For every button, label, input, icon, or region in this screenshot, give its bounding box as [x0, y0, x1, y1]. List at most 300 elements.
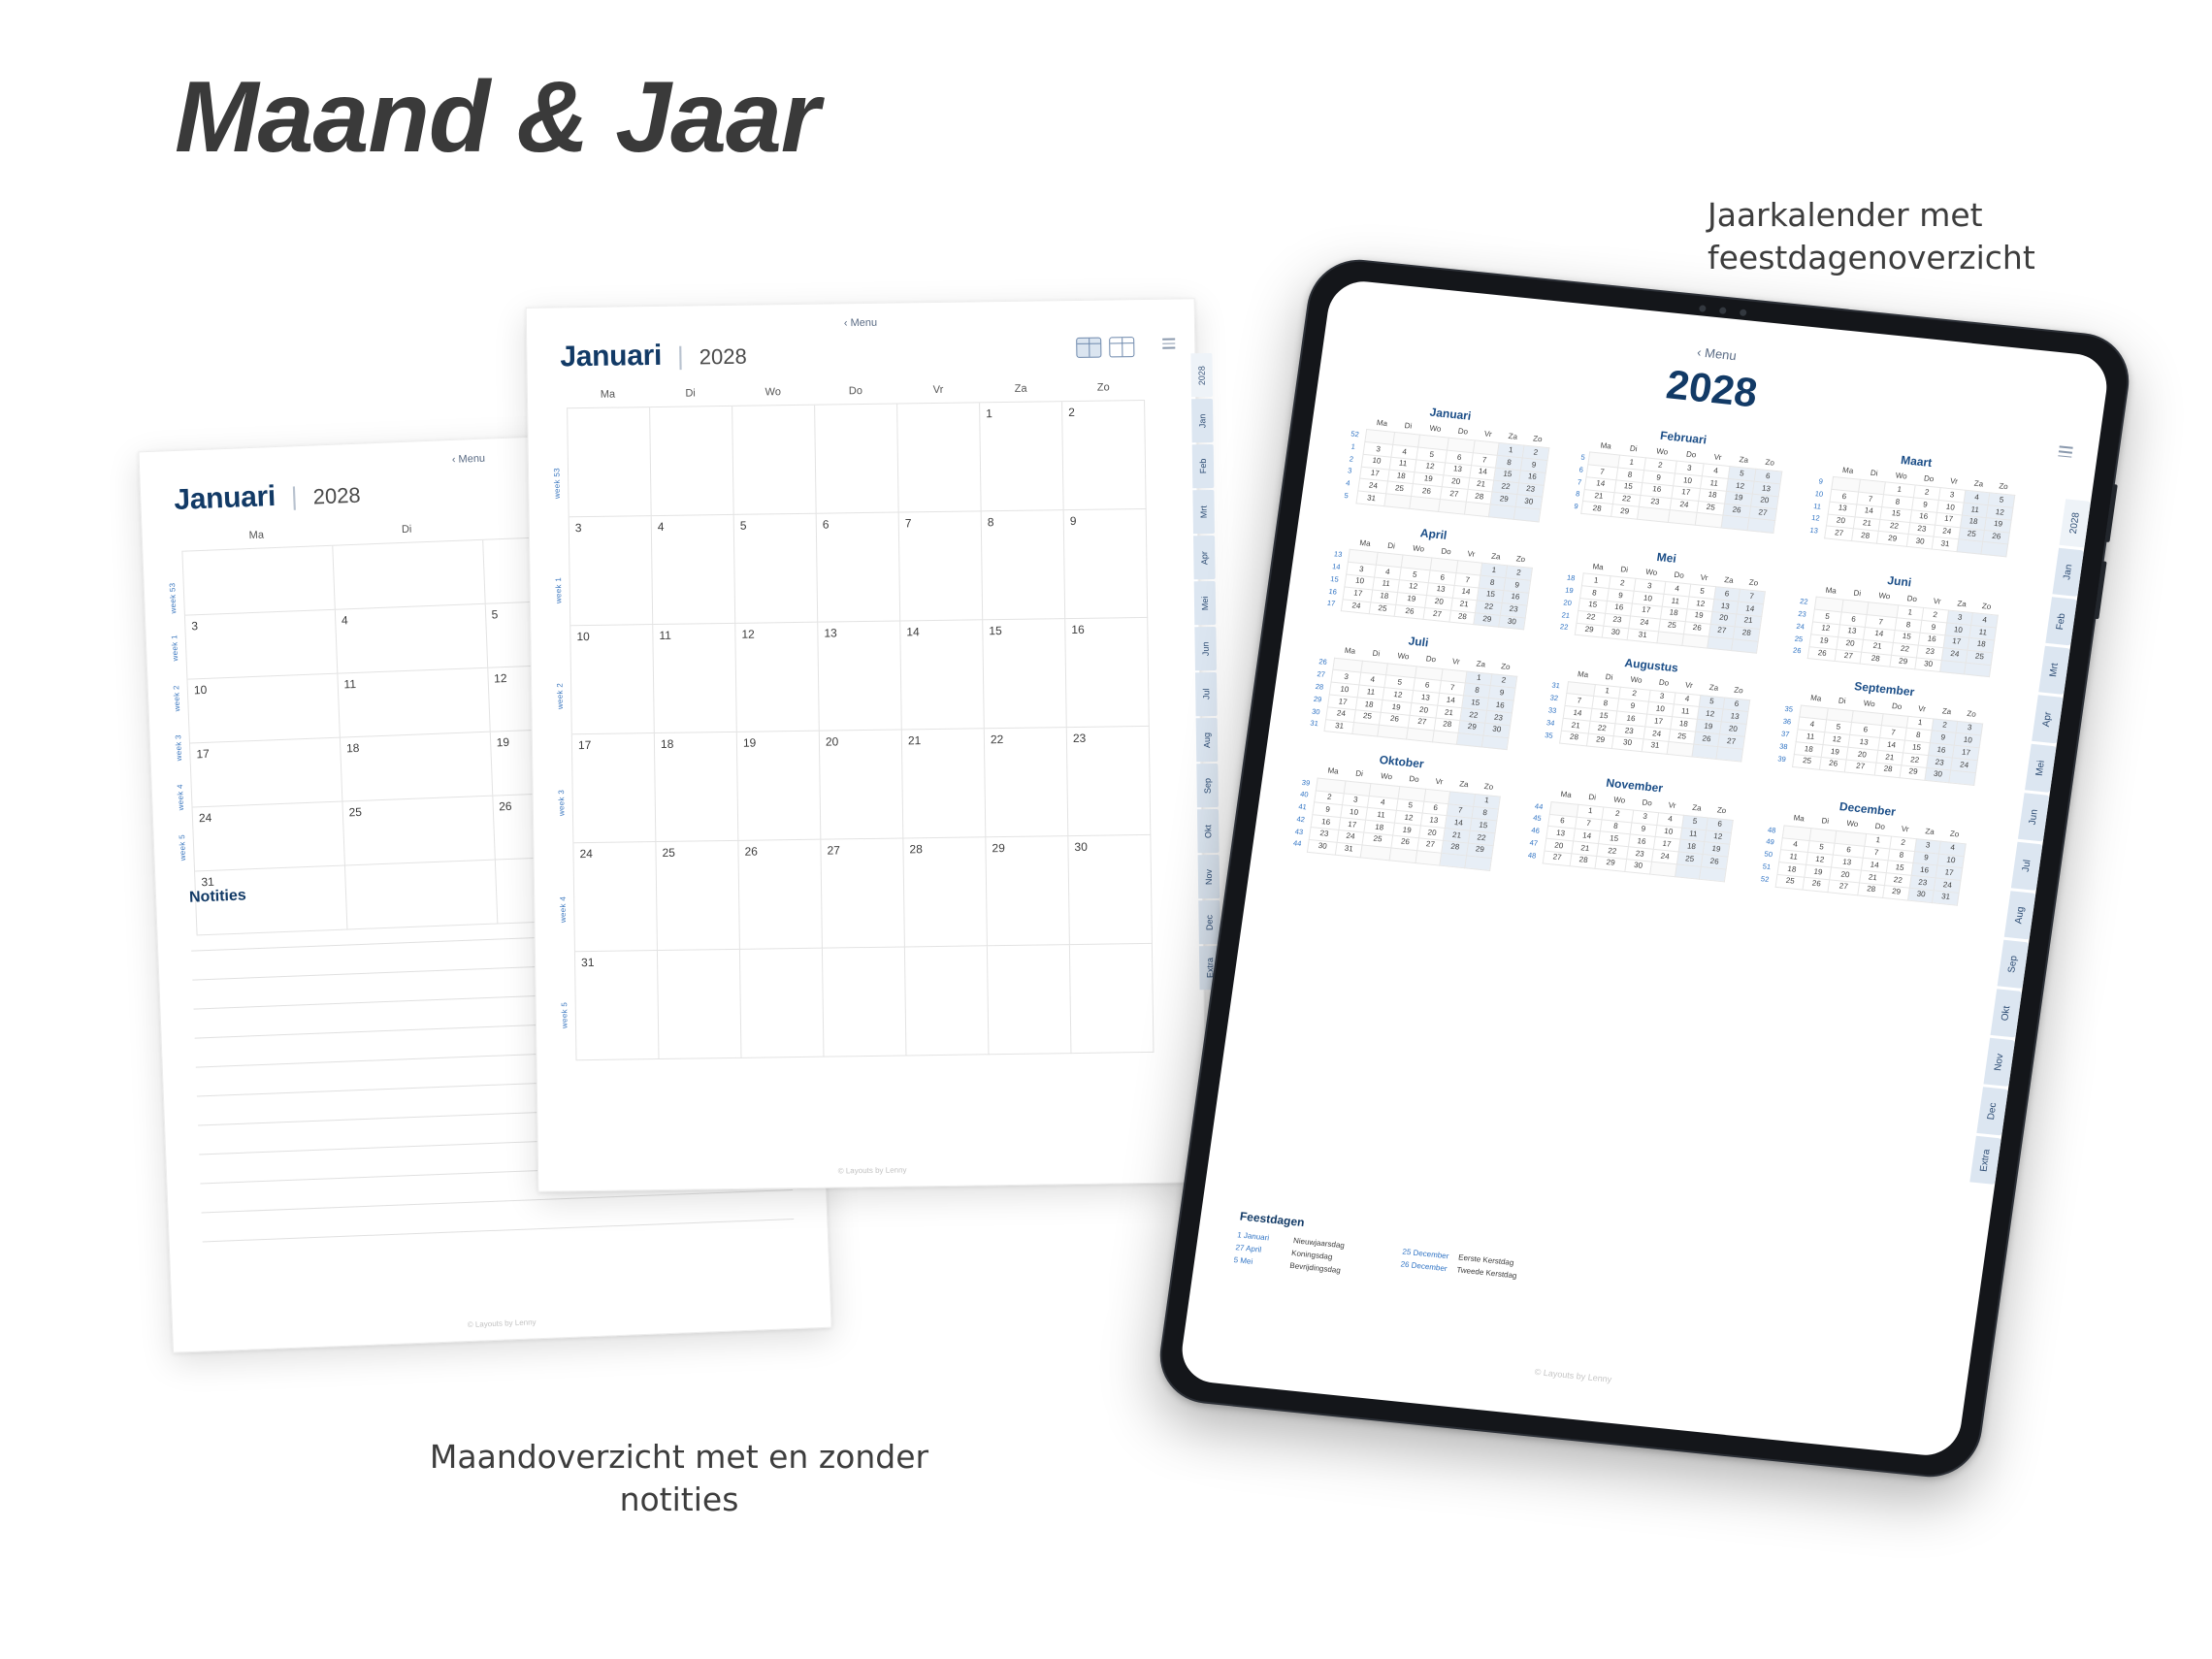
month-tab-jan[interactable]: Jan	[2052, 548, 2084, 597]
mini-day-cell[interactable]	[1667, 741, 1693, 756]
mini-day-cell[interactable]: 3	[1363, 442, 1392, 458]
mini-day-cell[interactable]: 9	[1630, 822, 1657, 836]
mini-day-cell[interactable]: 13	[1427, 583, 1454, 598]
mini-day-cell[interactable]: 23	[1639, 495, 1672, 510]
month-tab-dec[interactable]: Dec	[1976, 1087, 2008, 1135]
view-switcher[interactable]	[1076, 337, 1134, 358]
mini-day-cell[interactable]	[1695, 513, 1723, 528]
mini-day-cell[interactable]: 19	[1724, 491, 1752, 505]
day-cell[interactable]	[982, 510, 1066, 620]
mini-day-cell[interactable]: 26	[1804, 877, 1830, 892]
mini-week-number[interactable]: 43	[1294, 827, 1304, 836]
mini-day-cell[interactable]: 31	[1335, 842, 1361, 857]
month-tab-2028[interactable]: 2028	[2060, 499, 2092, 547]
day-cell[interactable]	[900, 620, 985, 730]
mini-week-number[interactable]: 3	[1347, 466, 1352, 476]
mini-day-cell[interactable]: 19	[1396, 592, 1427, 607]
mini-day-cell[interactable]: 16	[1918, 633, 1944, 647]
mini-day-cell[interactable]: 19	[1809, 634, 1838, 650]
mini-day-cell[interactable]	[1957, 539, 1983, 554]
mini-day-cell[interactable]: 24	[1358, 479, 1387, 495]
mini-day-cell[interactable]	[1415, 850, 1442, 864]
mini-day-cell[interactable]: 8	[1600, 819, 1631, 834]
mini-day-cell[interactable]: 31	[1356, 491, 1385, 506]
mini-day-cell[interactable]: 15	[1494, 468, 1520, 482]
mini-day-cell[interactable]: 18	[1364, 820, 1395, 835]
mini-day-cell[interactable]	[1440, 853, 1466, 867]
mini-day-cell[interactable]: 14	[1446, 816, 1472, 830]
day-cell[interactable]	[568, 407, 652, 517]
mini-week-number[interactable]: 34	[1545, 717, 1556, 728]
mini-day-cell[interactable]: 4	[1359, 673, 1385, 688]
mini-day-cell[interactable]: 17	[1936, 512, 1962, 527]
mini-day-cell[interactable]: 29	[1890, 655, 1917, 669]
mini-week-number[interactable]: 7	[1577, 476, 1582, 487]
mini-day-cell[interactable]	[1732, 638, 1758, 653]
mini-day-cell[interactable]: 5	[1689, 584, 1715, 599]
mini-day-cell[interactable]: 7	[1454, 573, 1480, 588]
mini-day-cell[interactable]: 23	[1908, 522, 1936, 537]
mini-day-cell[interactable]: 1	[1594, 684, 1620, 699]
day-cell[interactable]	[905, 946, 990, 1056]
mini-day-cell[interactable]: 8	[1905, 729, 1932, 743]
mini-day-cell[interactable]: 9	[1504, 578, 1530, 593]
mini-day-cell[interactable]: 4	[1391, 444, 1417, 459]
mini-day-cell[interactable]	[1721, 516, 1749, 531]
mini-day-cell[interactable]: 8	[1479, 575, 1505, 590]
mini-day-cell[interactable]: 29	[1575, 623, 1604, 638]
mini-day-cell[interactable]: 17	[1339, 818, 1365, 832]
mini-day-cell[interactable]: 17	[1360, 467, 1389, 482]
mini-month-table[interactable]	[1802, 462, 2017, 558]
mini-day-cell[interactable]: 3	[1946, 610, 1972, 625]
mini-day-cell[interactable]: 22	[1468, 830, 1494, 845]
day-cell[interactable]	[903, 837, 988, 947]
mini-day-cell[interactable]: 13	[1848, 735, 1879, 751]
mini-week-number[interactable]: 23	[1797, 608, 1807, 619]
mini-day-cell[interactable]: 27	[1749, 506, 1777, 521]
day-cell[interactable]	[658, 950, 742, 1059]
mini-day-cell[interactable]: 14	[1585, 477, 1616, 493]
mini-day-cell[interactable]	[1407, 728, 1434, 742]
mini-day-cell[interactable]: 4	[1798, 717, 1827, 732]
mini-day-cell[interactable]: 26	[1723, 504, 1751, 518]
mini-day-cell[interactable]	[1656, 631, 1683, 645]
mini-month-table[interactable]	[1785, 582, 2001, 678]
mini-week-number[interactable]: 42	[1295, 814, 1306, 825]
mini-day-cell[interactable]: 2	[1922, 608, 1948, 623]
mini-day-cell[interactable]: 2	[1610, 576, 1636, 591]
mini-week-number[interactable]: 16	[1328, 586, 1338, 597]
mini-week-number[interactable]: 2	[1349, 454, 1354, 464]
mini-day-cell[interactable]: 1	[1906, 716, 1933, 731]
mini-day-cell[interactable]: 7	[1447, 803, 1473, 818]
day-cell[interactable]	[740, 949, 825, 1058]
mini-week-number[interactable]: 8	[1575, 489, 1580, 499]
mini-day-cell[interactable]	[1377, 725, 1408, 740]
mini-week-number[interactable]: 20	[1562, 598, 1573, 607]
mini-day-cell[interactable]: 2	[1315, 790, 1344, 805]
mini-day-cell[interactable]: 6	[1713, 587, 1740, 602]
mini-week-number[interactable]: 6	[1578, 465, 1584, 474]
mini-day-cell[interactable]: 16	[1502, 591, 1528, 605]
mini-day-cell[interactable]: 1	[1581, 573, 1610, 589]
mini-day-cell[interactable]: 26	[1391, 835, 1418, 850]
day-cell[interactable]	[737, 732, 822, 841]
mini-day-cell[interactable]: 11	[1365, 808, 1396, 824]
mini-day-cell[interactable]: 15	[1598, 831, 1629, 847]
mini-day-cell[interactable]: 3	[1956, 721, 1982, 735]
mini-day-cell[interactable]: 23	[1626, 847, 1653, 862]
mini-day-cell[interactable]: 1	[1897, 605, 1924, 620]
mini-day-cell[interactable]: 30	[1907, 888, 1934, 902]
mini-day-cell[interactable]: 20	[1720, 722, 1746, 736]
mini-month-april[interactable]	[1319, 517, 1537, 631]
mini-day-cell[interactable]: 26	[1379, 712, 1410, 728]
mini-day-cell[interactable]: 25	[1775, 874, 1805, 890]
day-cell[interactable]	[655, 732, 739, 842]
mini-day-cell[interactable]: 1	[1578, 804, 1604, 819]
mini-day-cell[interactable]: 13	[1752, 481, 1780, 496]
mini-day-cell[interactable]: 13	[1420, 813, 1447, 828]
mini-day-cell[interactable]: 21	[1468, 477, 1494, 492]
mini-day-cell[interactable]: 5	[1812, 609, 1841, 625]
mini-day-cell[interactable]: 13	[1412, 691, 1439, 705]
mini-week-number[interactable]: 39	[1776, 754, 1787, 764]
mini-day-cell[interactable]: 30	[1308, 839, 1337, 855]
month-tab-mei[interactable]: Mei	[1194, 581, 1217, 625]
mini-day-cell[interactable]: 4	[1657, 812, 1683, 827]
mini-week-number[interactable]: 10	[1814, 488, 1824, 499]
day-cell[interactable]	[985, 728, 1069, 837]
mini-day-cell[interactable]: 10	[1674, 473, 1703, 488]
mini-week-number[interactable]: 5	[1579, 452, 1586, 462]
mini-month-februari[interactable]	[1568, 420, 1787, 545]
mini-week-number[interactable]: 48	[1527, 850, 1537, 861]
month-page[interactable]	[526, 298, 1216, 1192]
day-cell[interactable]	[980, 402, 1064, 511]
day-cell[interactable]	[732, 406, 817, 515]
mini-day-cell[interactable]: 19	[1695, 720, 1721, 734]
mini-month-table[interactable]	[1770, 690, 1985, 786]
mini-week-number[interactable]: 44	[1534, 800, 1545, 811]
mini-day-cell[interactable]: 24	[1326, 707, 1355, 723]
month-tab-jul[interactable]: Jul	[2011, 842, 2043, 891]
mini-day-cell[interactable]: 15	[1578, 598, 1607, 613]
month-tab-mei[interactable]: Mei	[2025, 744, 2057, 793]
mini-day-cell[interactable]: 6	[1833, 843, 1864, 859]
mini-week-number[interactable]: 51	[1762, 862, 1772, 872]
mini-day-cell[interactable]: 19	[1985, 517, 2011, 532]
mini-day-cell[interactable]: 30	[1499, 615, 1525, 630]
mini-month-juni[interactable]	[1785, 565, 2002, 678]
mini-week-number[interactable]: 50	[1764, 849, 1773, 860]
mini-day-cell[interactable]: 2	[1618, 687, 1649, 702]
mini-day-cell[interactable]: 24	[1935, 878, 1961, 893]
mini-day-cell[interactable]: 30	[1925, 767, 1951, 782]
mini-day-cell[interactable]: 30	[1611, 736, 1643, 752]
mini-day-cell[interactable]: 12	[1705, 830, 1731, 844]
mini-day-cell[interactable]: 2	[1890, 836, 1916, 851]
mini-day-cell[interactable]: 24	[1629, 616, 1660, 632]
mini-week-number[interactable]: 37	[1780, 729, 1790, 739]
mini-week-number[interactable]: 13	[1333, 549, 1343, 560]
day-cell[interactable]	[336, 604, 488, 674]
tablet-volume-down-button[interactable]	[2094, 561, 2106, 619]
mini-day-cell[interactable]	[1457, 732, 1483, 747]
mini-week-number[interactable]: 40	[1299, 790, 1310, 799]
mini-day-cell[interactable]: 18	[1699, 488, 1727, 503]
mini-day-cell[interactable]: 3	[1914, 838, 1940, 853]
day-cell[interactable]	[823, 947, 907, 1057]
mini-day-cell[interactable]	[1668, 510, 1697, 525]
mini-day-cell[interactable]: 11	[1680, 828, 1707, 842]
mini-day-cell[interactable]: 14	[1470, 466, 1496, 480]
mini-week-number[interactable]: 17	[1326, 599, 1336, 608]
day-cell[interactable]	[187, 674, 340, 744]
mini-day-cell[interactable]: 1	[1884, 482, 1915, 498]
month-tab-jun[interactable]: Jun	[1194, 627, 1217, 670]
mini-day-cell[interactable]: 28	[1466, 490, 1492, 504]
day-cell[interactable]	[734, 514, 819, 624]
mini-day-cell[interactable]: 18	[1777, 862, 1806, 878]
mini-week-number[interactable]: 30	[1311, 706, 1321, 717]
mini-day-cell[interactable]: 19	[1822, 745, 1848, 760]
mini-day-cell[interactable]: 28	[1570, 854, 1596, 868]
mini-day-cell[interactable]: 25	[1658, 619, 1685, 634]
mini-month-september[interactable]	[1769, 672, 1988, 797]
month-tab-nov[interactable]: Nov	[1983, 1038, 2015, 1087]
mini-day-cell[interactable]	[1432, 731, 1458, 745]
mini-day-cell[interactable]: 27	[1718, 734, 1744, 749]
mini-day-cell[interactable]: 15	[1886, 861, 1912, 875]
mini-day-cell[interactable]: 16	[1911, 863, 1937, 878]
mini-day-cell[interactable]: 5	[1825, 720, 1851, 734]
mini-day-cell[interactable]: 20	[1418, 826, 1445, 840]
day-cell[interactable]	[570, 625, 655, 734]
mini-day-cell[interactable]: 26	[1807, 646, 1837, 662]
mini-day-cell[interactable]: 9	[1930, 731, 1956, 745]
mini-day-cell[interactable]: 1	[1474, 794, 1500, 808]
mini-day-cell[interactable]: 22	[1597, 844, 1628, 860]
mini-day-cell[interactable]: 29	[1458, 720, 1484, 734]
mini-day-cell[interactable]: 16	[1487, 699, 1513, 713]
mini-day-cell[interactable]: 6	[1850, 723, 1881, 738]
mini-day-cell[interactable]: 24	[1342, 599, 1371, 614]
mini-day-cell[interactable]: 13	[1721, 709, 1747, 724]
mini-day-cell[interactable]: 5	[1988, 493, 2014, 507]
mini-week-number[interactable]: 47	[1529, 837, 1539, 848]
mini-day-cell[interactable]: 7	[1565, 694, 1594, 709]
mini-day-cell[interactable]: 3	[1632, 810, 1659, 825]
mini-day-cell[interactable]: 4	[1964, 491, 1990, 505]
mini-day-cell[interactable]: 11	[1672, 704, 1698, 719]
mini-month-table[interactable]	[1334, 414, 1550, 523]
mini-month-augustus[interactable]	[1536, 649, 1755, 774]
mini-day-cell[interactable]: 9	[1488, 686, 1514, 700]
mini-day-cell[interactable]: 17	[1936, 865, 1962, 880]
mini-day-cell[interactable]: 10	[1955, 733, 1981, 748]
mini-week-number[interactable]: 49	[1765, 836, 1775, 847]
day-cell[interactable]	[983, 619, 1067, 729]
mini-day-cell[interactable]: 12	[1382, 688, 1414, 703]
mini-day-cell[interactable]: 31	[1932, 537, 1958, 552]
mini-day-cell[interactable]: 17	[1672, 486, 1701, 501]
mini-week-number[interactable]: 31	[1550, 680, 1561, 691]
mini-day-cell[interactable]: 27	[1543, 851, 1572, 866]
mini-day-cell[interactable]: 28	[1733, 627, 1759, 641]
mini-day-cell[interactable]	[1389, 848, 1416, 862]
day-cell[interactable]	[897, 403, 982, 512]
mini-day-cell[interactable]: 16	[1311, 815, 1340, 830]
mini-day-cell[interactable]: 26	[1693, 732, 1719, 746]
mini-month-januari[interactable]	[1334, 397, 1553, 522]
month-tab-mrt[interactable]: Mrt	[1192, 490, 1215, 534]
mini-day-cell[interactable]: 10	[1362, 454, 1391, 470]
mini-day-cell[interactable]: 10	[1937, 854, 1964, 868]
mini-day-cell[interactable]: 1	[1480, 564, 1507, 578]
mini-day-cell[interactable]: 31	[1933, 891, 1959, 905]
mini-day-cell[interactable]: 22	[1902, 753, 1928, 767]
mini-day-cell[interactable]: 18	[1794, 742, 1823, 758]
mini-day-cell[interactable]: 5	[1397, 798, 1424, 813]
mini-day-cell[interactable]: 3	[1343, 793, 1369, 807]
mini-day-cell[interactable]: 6	[1840, 612, 1867, 627]
mini-day-cell[interactable]: 1	[1498, 443, 1524, 458]
month-tab-okt[interactable]: Okt	[1991, 989, 2023, 1037]
mini-week-number[interactable]: 33	[1547, 705, 1557, 716]
month-tab-jul[interactable]: Jul	[1195, 672, 1218, 716]
day-cell[interactable]	[818, 621, 902, 731]
day-cell[interactable]	[1062, 401, 1147, 510]
mini-day-cell[interactable]: 12	[1415, 460, 1446, 475]
mini-day-cell[interactable]: 14	[1877, 738, 1904, 753]
day-cell[interactable]	[190, 738, 342, 808]
mini-day-cell[interactable]: 26	[1983, 530, 2009, 544]
mini-day-cell[interactable]: 12	[1810, 622, 1839, 637]
mini-week-number[interactable]: 11	[1812, 501, 1822, 511]
mini-day-cell[interactable]: 29	[1876, 532, 1907, 547]
mini-day-cell[interactable]: 12	[1806, 853, 1833, 867]
mini-day-cell[interactable]: 15	[1590, 709, 1616, 724]
mini-day-cell[interactable]: 7	[1586, 465, 1617, 480]
tablet-volume-up-button[interactable]	[2104, 484, 2117, 542]
mini-day-cell[interactable]: 2	[1932, 719, 1958, 733]
mini-week-number[interactable]: 21	[1561, 609, 1571, 620]
mini-month-oktober[interactable]	[1285, 745, 1505, 870]
mini-day-cell[interactable]: 20	[1830, 867, 1861, 883]
mini-day-cell[interactable]: 11	[1373, 577, 1399, 592]
mini-month-table[interactable]	[1569, 438, 1784, 534]
mini-day-cell[interactable]: 9	[1913, 851, 1939, 865]
mini-day-cell[interactable]: 8	[1882, 495, 1913, 510]
mini-day-cell[interactable]: 11	[1662, 594, 1689, 608]
mini-day-cell[interactable]: 15	[1614, 480, 1643, 495]
mini-day-cell[interactable]: 14	[1861, 859, 1888, 873]
mini-day-cell[interactable]: 26	[1411, 484, 1442, 500]
mini-day-cell[interactable]: 27	[1828, 880, 1859, 895]
year-view-icon[interactable]	[1109, 337, 1134, 357]
mini-day-cell[interactable]: 7	[1739, 590, 1765, 604]
month-tab-okt[interactable]: Okt	[1197, 809, 1220, 853]
mini-day-cell[interactable]: 31	[1642, 739, 1669, 754]
mini-day-cell[interactable]	[1489, 504, 1515, 519]
day-cell[interactable]	[1070, 944, 1155, 1054]
mini-day-cell[interactable]: 10	[1937, 501, 1964, 515]
mini-day-cell[interactable]	[1682, 634, 1708, 648]
mini-day-cell[interactable]: 26	[1820, 757, 1846, 771]
mini-day-cell[interactable]: 12	[1823, 732, 1849, 747]
mini-day-cell[interactable]: 12	[1987, 505, 2013, 520]
mini-day-cell[interactable]: 14	[1856, 504, 1882, 519]
mini-day-cell[interactable]: 8	[1592, 697, 1618, 711]
mini-day-cell[interactable]: 21	[1735, 614, 1761, 629]
mini-day-cell[interactable]	[1747, 518, 1775, 533]
mini-week-number[interactable]: 22	[1559, 622, 1569, 633]
mini-week-number[interactable]: 24	[1796, 621, 1805, 632]
day-cell[interactable]	[341, 732, 493, 802]
mini-day-cell[interactable]: 6	[1707, 818, 1733, 832]
mini-day-cell[interactable]: 15	[1478, 588, 1504, 602]
mini-day-cell[interactable]: 26	[1684, 621, 1710, 635]
mini-day-cell[interactable]: 18	[1960, 515, 1986, 530]
mini-week-number[interactable]: 32	[1549, 693, 1559, 703]
mini-day-cell[interactable]: 5	[1384, 675, 1415, 691]
mini-day-cell[interactable]: 23	[1604, 613, 1630, 628]
mini-day-cell[interactable]: 31	[1627, 628, 1658, 643]
mini-day-cell[interactable]: 23	[1310, 827, 1339, 842]
mini-day-cell[interactable]: 3	[1634, 579, 1665, 595]
menu-link-notes[interactable]: ‹ Menu	[451, 452, 486, 466]
mini-day-cell[interactable]: 22	[1612, 492, 1641, 506]
mini-day-cell[interactable]: 21	[1862, 639, 1893, 655]
mini-day-cell[interactable]: 18	[1678, 839, 1705, 854]
mini-day-cell[interactable]: 14	[1864, 627, 1895, 642]
mini-day-cell[interactable]: 13	[1545, 827, 1575, 842]
mini-day-cell[interactable]: 21	[1583, 489, 1614, 504]
mini-week-number[interactable]: 26	[1792, 645, 1803, 656]
mini-day-cell[interactable]: 16	[1641, 482, 1674, 498]
day-cell[interactable]	[817, 513, 901, 623]
mini-day-cell[interactable]: 6	[1754, 470, 1782, 484]
mini-day-cell[interactable]: 9	[1608, 589, 1634, 603]
mini-day-cell[interactable]: 6	[1723, 698, 1749, 712]
mini-day-cell[interactable]: 25	[1967, 650, 1993, 665]
mini-day-cell[interactable]: 12	[1697, 707, 1723, 722]
mini-day-cell[interactable]: 20	[1545, 838, 1574, 854]
mini-day-cell[interactable]: 20	[1425, 595, 1452, 609]
mini-day-cell[interactable]: 11	[1969, 626, 1996, 640]
month-view-icon[interactable]	[1076, 338, 1101, 358]
mini-day-cell[interactable]: 25	[1362, 832, 1393, 848]
mini-day-cell[interactable]: 4	[1780, 837, 1809, 853]
day-cell[interactable]	[656, 841, 740, 951]
mini-day-cell[interactable]: 29	[1883, 886, 1909, 900]
mini-day-cell[interactable]: 29	[1467, 843, 1493, 858]
month-tab-aug[interactable]: Aug	[2004, 891, 2036, 939]
mini-day-cell[interactable]: 15	[1880, 507, 1911, 523]
day-cell[interactable]	[738, 840, 823, 950]
day-cell[interactable]	[573, 842, 658, 952]
mini-day-cell[interactable]: 28	[1860, 652, 1891, 667]
day-cell[interactable]	[986, 836, 1070, 946]
mini-day-cell[interactable]: 17	[1644, 714, 1672, 729]
mini-week-number[interactable]: 26	[1317, 657, 1328, 667]
mini-day-cell[interactable]: 24	[1643, 727, 1671, 741]
day-cell[interactable]	[1067, 727, 1152, 836]
mini-day-cell[interactable]: 17	[1953, 746, 1979, 761]
month-tab-sep[interactable]: Sep	[1998, 940, 2030, 989]
